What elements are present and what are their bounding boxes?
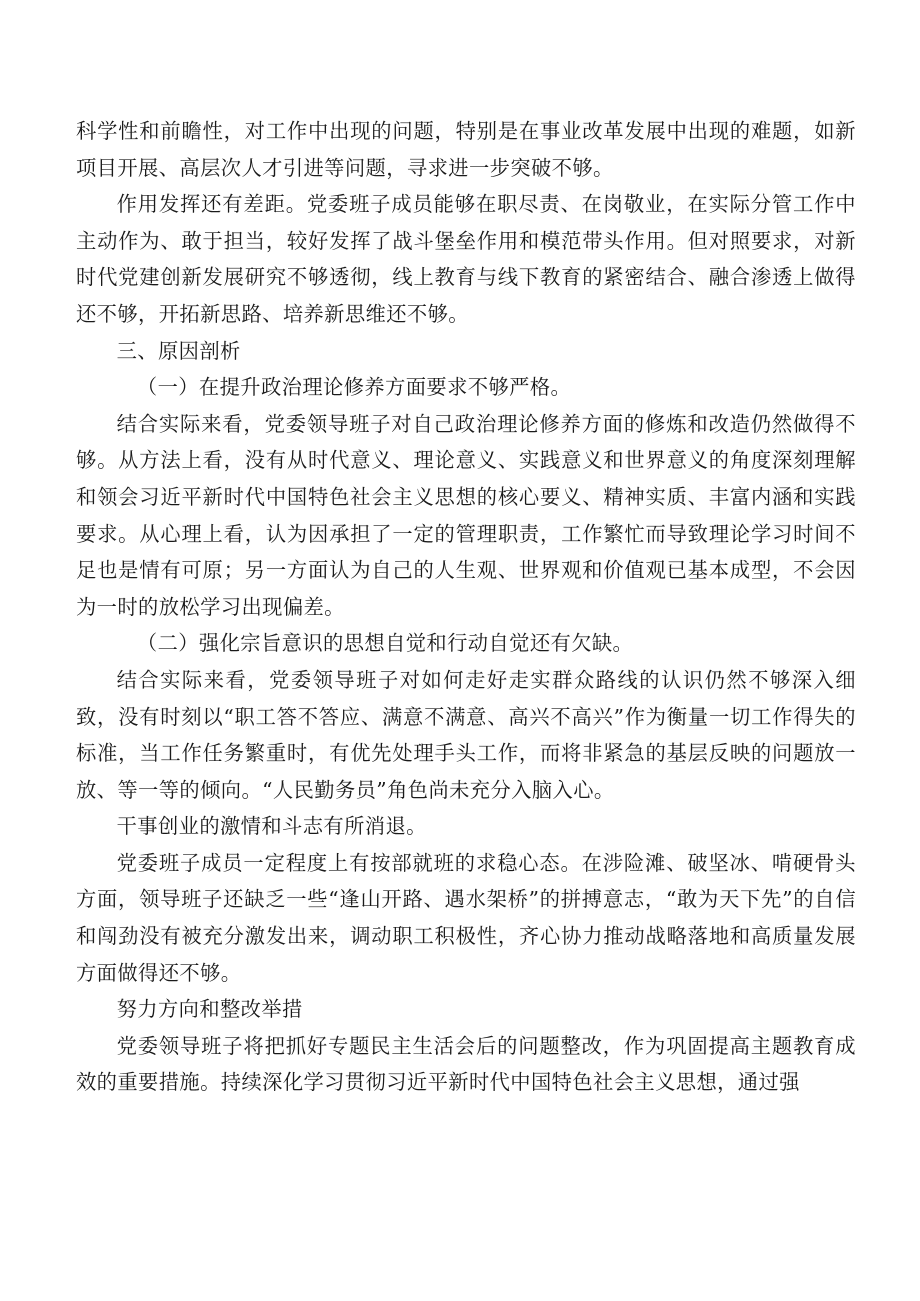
section-heading-cause-analysis: 三、原因剖析 bbox=[116, 338, 241, 363]
paragraph-enthusiasm: 党委班子成员一定程度上有按部就班的求稳心态。在涉险滩、破坚冰、啃硬骨头方面，领导班子还缺乏一些“逢山开路、遇水架桥”的拼搏意志，“敢为天下先”的自信和闯劲没有被充分激发出来，调动职工积极性，齐心协力推动战略落地和高质量发展方面做得还不够。 bbox=[76, 850, 856, 985]
subheading-political-theory: （一）在提升政治理论修养方面要求不够严格。 bbox=[136, 375, 572, 400]
document-body bbox=[76, 113, 856, 1101]
paragraph-rectification: 党委领导班子将把抓好专题民主生活会后的问题整改，作为巩固提高主题教育成效的重要措施。持续深化学习贯彻习近平新时代中国特色社会主义思想，通过强 bbox=[76, 1033, 856, 1095]
paragraph-purpose-awareness: 结合实际来看，党委领导班子对如何走好走实群众路线的认识仍然不够深入细致，没有时刻以“职工答不答应、满意不满意、高兴不高兴”作为衡量一切工作得失的标准，当工作任务繁重时，有优先处理手头工作，而将非紧急的基层反映的问题放一放、等一等的倾向。“人民勤务员”角色尚未充分入脑入心。 bbox=[76, 667, 856, 802]
paragraph-continuation: 科学性和前瞻性，对工作中出现的问题，特别是在事业改革发展中出现的难题，如新项目开展、高层次人才引进等问题，寻求进一步突破不够。 bbox=[76, 119, 856, 180]
heading-rectification: 努力方向和整改举措 bbox=[116, 997, 303, 1022]
heading-enthusiasm: 干事创业的激情和斗志有所消退。 bbox=[116, 814, 427, 839]
paragraph-role-gap: 作用发挥还有差距。党委班子成员能够在职尽责、在岗敬业，在实际分管工作中主动作为、敢于担当，较好发挥了战斗堡垒作用和模范带头作用。但对照要求，对新时代党建创新发展研究不够透彻，线上教育与线下教育的紧密结合、融合渗透上做得还不够，开拓新思路、培养新思维还不够。 bbox=[76, 192, 856, 326]
subheading-purpose-awareness: （二）强化宗旨意识的思想自觉和行动自觉还有欠缺。 bbox=[136, 631, 634, 656]
paragraph-political-theory: 结合实际来看，党委领导班子对自己政治理论修养方面的修炼和改造仍然做得不够。从方法上看，没有从时代意义、理论意义、实践意义和世界意义的角度深刻理解和领会习近平新时代中国特色社会主义思想的核心要义、精神实质、丰富内涵和实践要求。从心理上看，认为因承担了一定的管理职责，工作繁忙而导致理论学习时间不足也是情有可原；另一方面认为自己的人生观、世界观和价值观已基本成型，不会因为一时的放松学习出现偏差。 bbox=[76, 411, 856, 619]
